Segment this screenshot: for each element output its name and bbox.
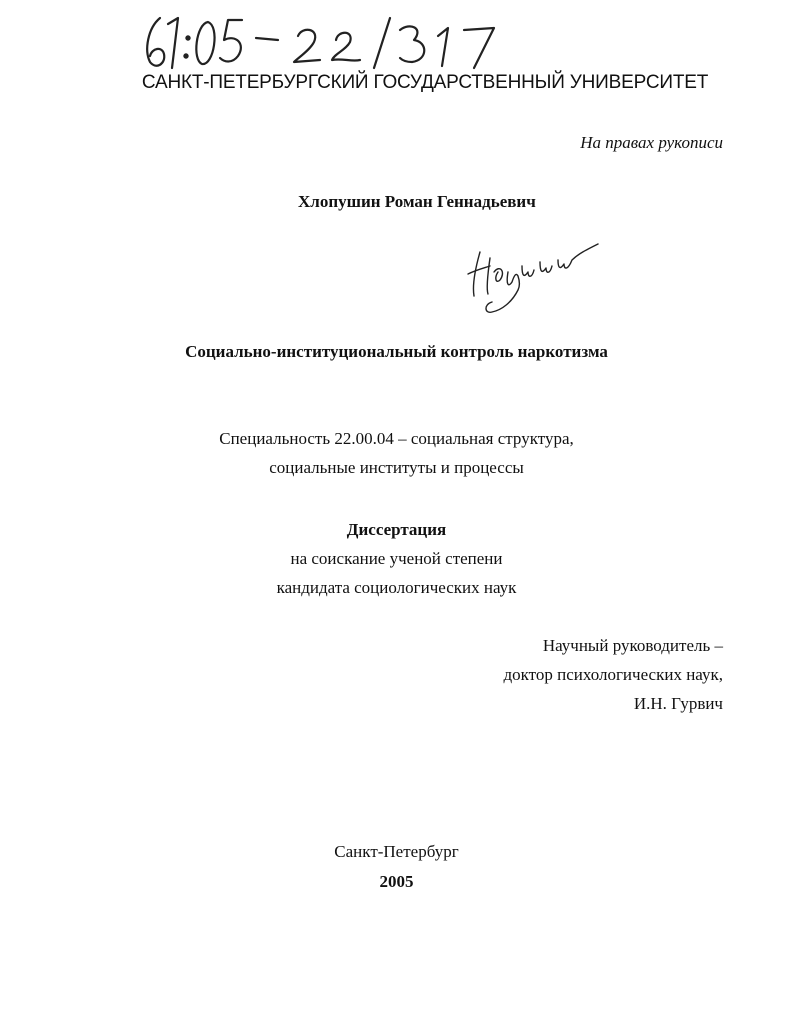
document-type: Диссертация [346, 520, 447, 539]
university-name: САНКТ-ПЕТЕРБУРГСКИЙ ГОСУДАРСТВЕННЫЙ УНИВЕРСИТЕТ [141, 72, 709, 93]
author-name: Хлопушин Роман Геннадьевич [298, 192, 536, 211]
dissertation-title: Социально-институциональный контроль наркотизма [185, 342, 608, 361]
rights-note: На правах рукописи [580, 133, 723, 152]
archive-handwritten-mark [138, 10, 518, 74]
specialty-line-2: социальные институты и процессы [269, 458, 524, 477]
degree-line-1: на соискание ученой степени [290, 549, 503, 568]
supervisor-role: Научный руководитель – [542, 636, 723, 655]
supervisor-name: И.Н. Гурвич [633, 694, 723, 713]
year: 2005 [379, 872, 414, 891]
supervisor-degree: доктор психологических наук, [503, 665, 723, 684]
specialty-line-1: Специальность 22.00.04 – социальная структура, [219, 429, 574, 448]
city: Санкт-Петербург [334, 842, 459, 861]
degree-line-2: кандидата социологических наук [276, 578, 517, 597]
author-signature [462, 232, 602, 322]
